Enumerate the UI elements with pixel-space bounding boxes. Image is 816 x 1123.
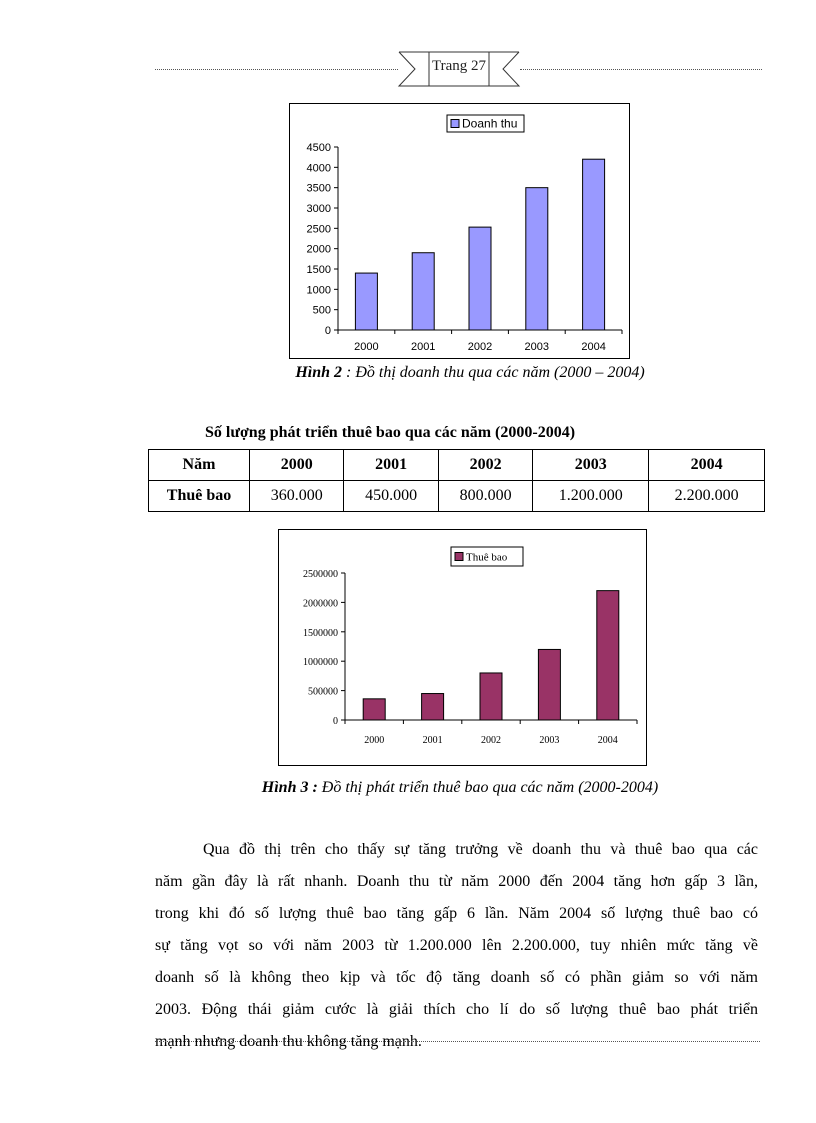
figure3-caption — [200, 779, 720, 797]
x-tick-label: 2002 — [467, 341, 493, 353]
y-tick-label: 0 — [324, 325, 331, 337]
y-tick-label: 4500 — [306, 142, 331, 154]
y-tick-label: 1000 — [306, 284, 331, 297]
y-tick-label: 500 — [312, 304, 331, 317]
paragraph-line: Qua đồ thị trên cho thấy sự tăng trưởng về doanh thu và thuê bao qua các — [203, 841, 758, 858]
x-tick-label: 2004 — [597, 735, 618, 746]
paragraph-line: doanh số là không theo kịp và tốc độ tăng doanh số có phần giảm so với năm — [155, 969, 758, 986]
bar-2004 — [583, 159, 605, 330]
y-tick-label: 3500 — [306, 182, 331, 195]
y-tick-label: 1000000 — [303, 657, 338, 669]
y-tick-label: 2000 — [306, 243, 331, 256]
figure2-label: Hình 2 — [295, 364, 343, 381]
y-tick-label: 500000 — [308, 686, 338, 698]
header-rule-left — [155, 69, 398, 70]
legend-label: Thuê bao — [466, 551, 508, 564]
footer-rule — [155, 1041, 760, 1042]
legend-swatch — [455, 553, 463, 561]
paragraph-line: mạnh nhưng doanh thu không tăng mạnh. — [155, 1033, 422, 1050]
table-header-cell: 2000 — [250, 450, 344, 481]
bar-2001 — [422, 694, 444, 720]
bar-2003 — [526, 188, 548, 330]
legend-label: Doanh thu — [462, 116, 518, 131]
figure2-text: : Đồ thị doanh thu qua các năm (2000 – 2004) — [342, 364, 645, 381]
paragraph-line: sự tăng vọt so với năm 2003 từ 1.200.000 lên 2.200.000, tuy nhiên mức tăng về — [155, 937, 758, 954]
bar-2002 — [469, 227, 491, 330]
bar-2001 — [412, 253, 434, 330]
revenue-chart — [290, 104, 629, 358]
paragraph-line: trong khi đó số lượng thuê bao tăng gấp 6 lần. Năm 2004 số lượng thuê bao có — [155, 905, 758, 922]
paragraph-line: 2003. Động thái giảm cước là giải thích cho lí do số lượng thuê bao phát triển — [155, 1001, 758, 1018]
x-tick-label: 2001 — [422, 735, 443, 746]
table-cell: 450.000 — [344, 481, 438, 512]
page-number: Trang 27 — [431, 58, 487, 74]
x-tick-label: 2001 — [410, 341, 436, 353]
table-header-cell: Năm — [149, 450, 250, 481]
y-tick-label: 2500 — [306, 223, 331, 236]
subscriber-table — [148, 449, 765, 512]
y-tick-label: 1500 — [306, 264, 331, 276]
x-tick-label: 2002 — [481, 735, 501, 746]
bar-2000 — [363, 699, 385, 720]
x-tick-label: 2003 — [539, 735, 560, 746]
figure2-caption — [200, 364, 740, 382]
y-tick-label: 3000 — [306, 203, 331, 215]
figure3-text: Đồ thị phát triển thuê bao qua các năm (2000-2004) — [317, 779, 659, 796]
x-tick-label: 2000 — [354, 341, 379, 353]
paragraph-line: năm gần đây là rất nhanh. Doanh thu từ năm 2000 đến 2004 tăng hơn gấp 3 lần, — [155, 873, 758, 890]
page-number-badge — [395, 50, 523, 88]
bar-2003 — [538, 649, 560, 720]
figure3-label: Hình 3 : — [261, 779, 318, 796]
x-tick-label: 2000 — [364, 735, 385, 746]
header-rule-right — [520, 69, 762, 70]
table-row-label: Thuê bao — [149, 481, 250, 512]
y-tick-label: 1500000 — [303, 627, 338, 639]
table-row — [149, 481, 765, 512]
subscriber-chart-frame — [278, 529, 647, 766]
table-header-cell: 2004 — [649, 450, 765, 481]
table-cell: 360.000 — [250, 481, 344, 512]
revenue-chart-frame — [289, 103, 630, 359]
x-tick-label: 2004 — [581, 341, 606, 353]
y-tick-label: 4000 — [306, 162, 331, 175]
x-tick-label: 2003 — [524, 341, 550, 353]
y-tick-label: 2000000 — [303, 598, 338, 610]
subscriber-chart — [279, 530, 646, 765]
legend-swatch — [451, 120, 459, 128]
table-cell: 800.000 — [438, 481, 532, 512]
bar-2000 — [355, 273, 377, 330]
table-cell: 2.200.000 — [649, 481, 765, 512]
bar-2004 — [597, 591, 619, 720]
bar-2002 — [480, 673, 502, 720]
body-paragraph — [155, 834, 758, 1058]
table-header-row — [149, 450, 765, 481]
y-tick-label: 0 — [333, 716, 338, 727]
table-title: Số lượng phát triển thuê bao qua các năm (2000-2004) — [205, 424, 576, 441]
table-header-cell: 2001 — [344, 450, 438, 481]
y-tick-label: 2500000 — [303, 569, 338, 580]
table-header-cell: 2002 — [438, 450, 532, 481]
table-cell: 1.200.000 — [533, 481, 649, 512]
table-header-cell: 2003 — [533, 450, 649, 481]
